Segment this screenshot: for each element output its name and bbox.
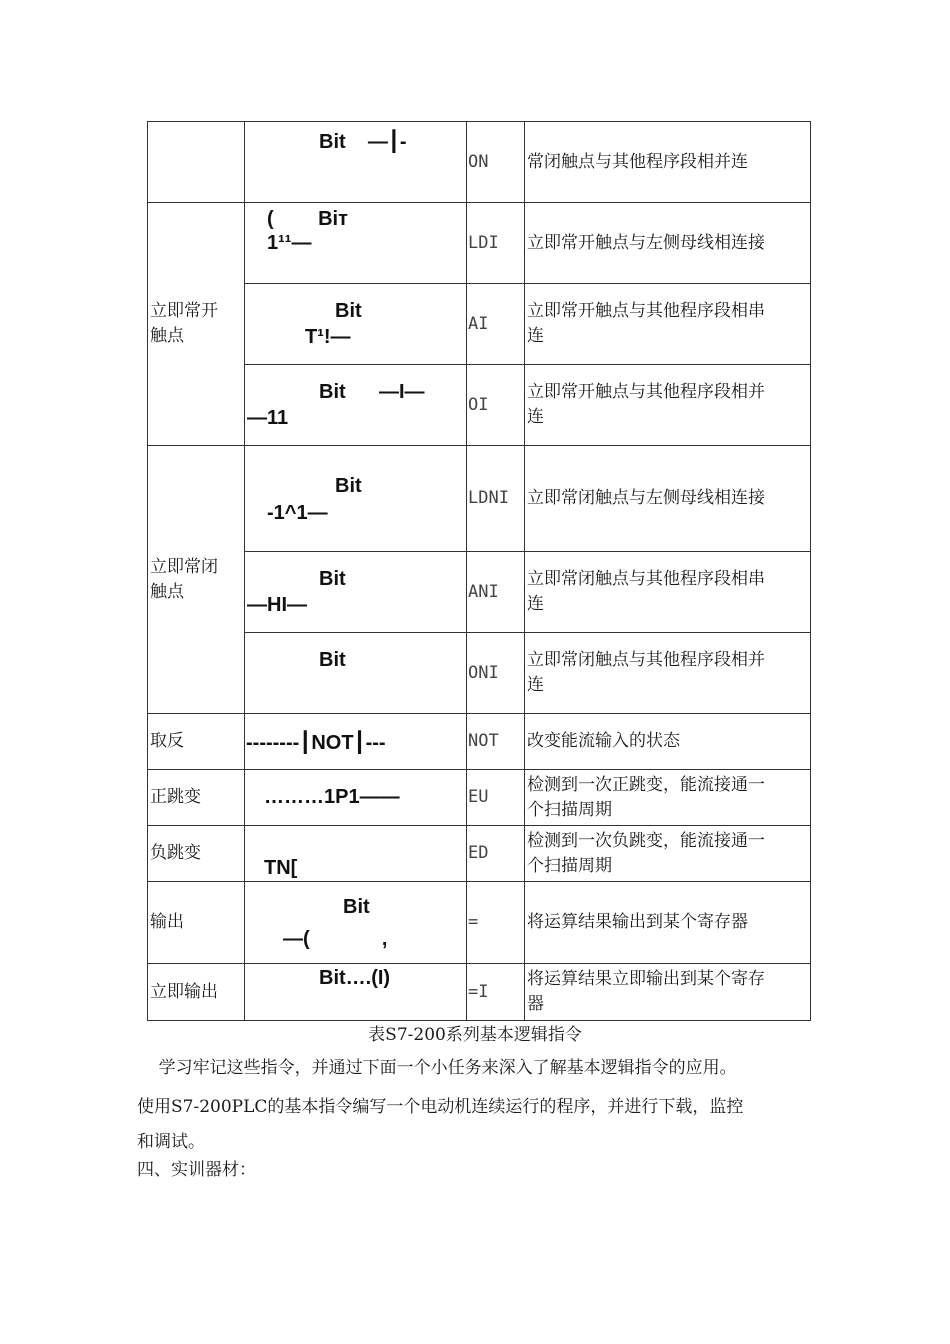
ladder-symbol-cell (245, 714, 467, 770)
ladder-symbol-line: Bit (319, 568, 346, 590)
body-paragraph-line: 学习牢记这些指令，并通过下面一个小任务来深入了解基本逻辑指令的应用。 (137, 1058, 737, 1078)
mnemonic-cell: = (467, 882, 525, 964)
body-paragraph-line: 和调试。 (137, 1132, 205, 1152)
ladder-symbol-cell (245, 552, 467, 633)
description-cell: 立即常开触点与左侧母线相连接 (525, 203, 811, 284)
category-cell: 负跳变 (148, 826, 245, 882)
ladder-symbol-line: Bit….(I) (319, 967, 391, 989)
description-cell: 检测到一次负跳变，能流接通一 个扫描周期 (525, 826, 811, 882)
ladder-symbol-line: —11 (247, 407, 289, 429)
mnemonic-cell: OI (467, 365, 525, 446)
ladder-symbol-line: TN[ (264, 857, 298, 879)
table-row (148, 122, 811, 203)
ladder-symbol-line: -1^1— (267, 502, 328, 524)
mnemonic-cell: ANI (467, 552, 525, 633)
description-cell: 立即常开触点与其他程序段相串 连 (525, 284, 811, 365)
mnemonic-cell: LDI (467, 203, 525, 284)
ladder-symbol-line: --------┃NOT┃--- (246, 732, 386, 754)
ladder-symbol-cell (245, 122, 467, 203)
mnemonic-cell: ONI (467, 633, 525, 714)
description-cell: 立即常闭触点与左侧母线相连接 (525, 446, 811, 552)
ladder-symbol-cell (245, 284, 467, 365)
table-row (148, 770, 811, 826)
category-cell: 取反 (148, 714, 245, 770)
ladder-symbol-line: Bit —I— (319, 381, 425, 403)
table-row (148, 203, 811, 284)
mnemonic-cell: =I (467, 964, 525, 1021)
table-row (148, 964, 811, 1021)
ladder-symbol-cell (245, 826, 467, 882)
description-cell: 将运算结果输出到某个寄存器 (525, 882, 811, 964)
category-cell: 立即常开 触点 (148, 203, 245, 446)
ladder-symbol-line: 1¹¹— (267, 232, 312, 254)
mnemonic-cell: LDNI (467, 446, 525, 552)
table-row (148, 826, 811, 882)
ladder-symbol-line: Bit (335, 475, 362, 497)
category-cell (148, 122, 245, 203)
category-cell: 立即常闭 触点 (148, 446, 245, 714)
description-cell: 立即常闭触点与其他程序段相串 连 (525, 552, 811, 633)
category-cell: 正跳变 (148, 770, 245, 826)
table-row (148, 284, 811, 365)
ladder-symbol-line: —HI— (247, 594, 307, 616)
description-cell: 立即常开触点与其他程序段相并 连 (525, 365, 811, 446)
description-cell: 改变能流输入的状态 (525, 714, 811, 770)
ladder-symbol-cell (245, 770, 467, 826)
ladder-symbol-line: —( , (283, 928, 388, 950)
table-row (148, 633, 811, 714)
table-row (148, 552, 811, 633)
table-row (148, 365, 811, 446)
ladder-symbol-line: ………1P1—— (264, 786, 400, 808)
ladder-symbol-line: Bit (319, 649, 346, 671)
body-paragraph-line: 使用S7-200PLC的基本指令编写一个电动机连续运行的程序，并进行下载，监控 (137, 1097, 744, 1117)
description-cell: 立即常闭触点与其他程序段相并 连 (525, 633, 811, 714)
ladder-symbol-cell (245, 446, 467, 552)
section-heading: 四、实训器材： (137, 1160, 256, 1180)
ladder-symbol-cell (245, 203, 467, 284)
ladder-symbol-line: Bit (335, 300, 362, 322)
mnemonic-cell: ON (467, 122, 525, 203)
ladder-symbol-cell (245, 365, 467, 446)
ladder-symbol-cell (245, 882, 467, 964)
table-row (148, 882, 811, 964)
ladder-symbol-line: Bit —┃- (319, 131, 407, 153)
ladder-symbol-cell (245, 964, 467, 1021)
mnemonic-cell: AI (467, 284, 525, 365)
category-cell: 立即输出 (148, 964, 245, 1021)
mnemonic-cell: ED (467, 826, 525, 882)
description-cell: 将运算结果立即输出到某个寄存 器 (525, 964, 811, 1021)
ladder-symbol-cell (245, 633, 467, 714)
ladder-symbol-line: Bit (343, 896, 370, 918)
ladder-symbol-line: T¹!— (305, 326, 351, 348)
ladder-symbol-line: ( Biт (267, 208, 348, 230)
table-caption: 表S7-200系列基本逻辑指令 (368, 1025, 582, 1045)
description-cell: 常闭触点与其他程序段相并连 (525, 122, 811, 203)
table-row (148, 446, 811, 552)
mnemonic-cell: EU (467, 770, 525, 826)
category-cell: 输出 (148, 882, 245, 964)
table-row (148, 714, 811, 770)
description-cell: 检测到一次正跳变，能流接通一 个扫描周期 (525, 770, 811, 826)
instruction-table (147, 121, 811, 1021)
mnemonic-cell: NOT (467, 714, 525, 770)
